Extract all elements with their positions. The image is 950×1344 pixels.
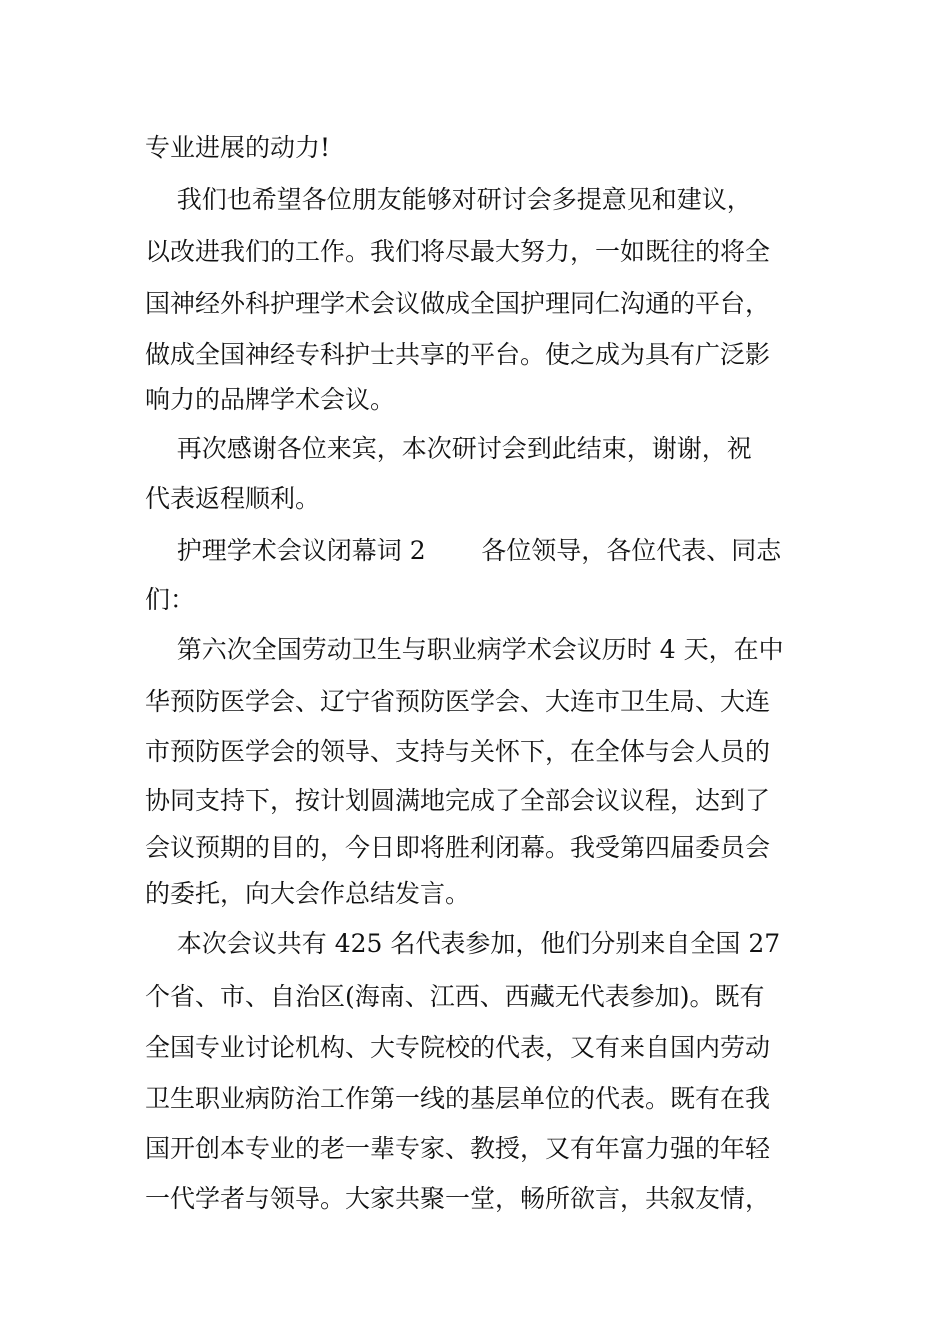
text-line-18: 个省、市、自治区(海南、江西、西藏无代表参加)。既有 <box>145 982 765 1011</box>
text-line-21: 国开创本专业的老一辈专家、教授，又有年富力强的年轻 <box>145 1134 771 1163</box>
text-line-8: 代表返程顺利。 <box>145 484 321 513</box>
text-line-17: 本次会议共有 425 名代表参加，他们分别来自全国 27 <box>145 929 781 958</box>
text-line-9: 护理学术会议闭幕词 2 各位领导，各位代表、同志 <box>145 536 782 565</box>
text-line-19: 全国专业讨论机构、大专院校的代表，又有来自国内劳动 <box>145 1033 771 1062</box>
text-line-1: 专业进展的动力! <box>145 133 331 162</box>
text-line-22: 一代学者与领导。大家共聚一堂，畅所欲言，共叙友情， <box>145 1184 771 1213</box>
text-line-10: 们： <box>145 585 196 614</box>
text-line-15: 会议预期的目的，今日即将胜利闭幕。我受第四届委员会 <box>145 833 771 862</box>
text-line-4: 国神经外科护理学术会议做成全国护理同仁沟通的平台， <box>145 289 771 318</box>
text-line-12: 华预防医学会、辽宁省预防医学会、大连市卫生局、大连 <box>145 687 771 716</box>
text-line-7: 再次感谢各位来宾，本次研讨会到此结束，谢谢，祝 <box>145 434 752 463</box>
text-line-3: 以改进我们的工作。我们将尽最大努力，一如既往的将全 <box>145 237 771 266</box>
text-line-13: 市预防医学会的领导、支持与关怀下，在全体与会人员的 <box>145 737 771 766</box>
text-line-11: 第六次全国劳动卫生与职业病学术会议历时 4 天，在中 <box>145 635 784 664</box>
text-line-16: 的委托，向大会作总结发言。 <box>145 879 471 908</box>
text-line-14: 协同支持下，按计划圆满地完成了全部会议议程，达到了 <box>145 786 771 815</box>
text-line-2: 我们也希望各位朋友能够对研讨会多提意见和建议， <box>145 185 752 214</box>
text-line-20: 卫生职业病防治工作第一线的基层单位的代表。既有在我 <box>145 1084 771 1113</box>
text-line-6: 响力的品牌学术会议。 <box>145 385 396 414</box>
text-line-5: 做成全国神经专科护士共享的平台。使之成为具有广泛影 <box>145 340 771 369</box>
